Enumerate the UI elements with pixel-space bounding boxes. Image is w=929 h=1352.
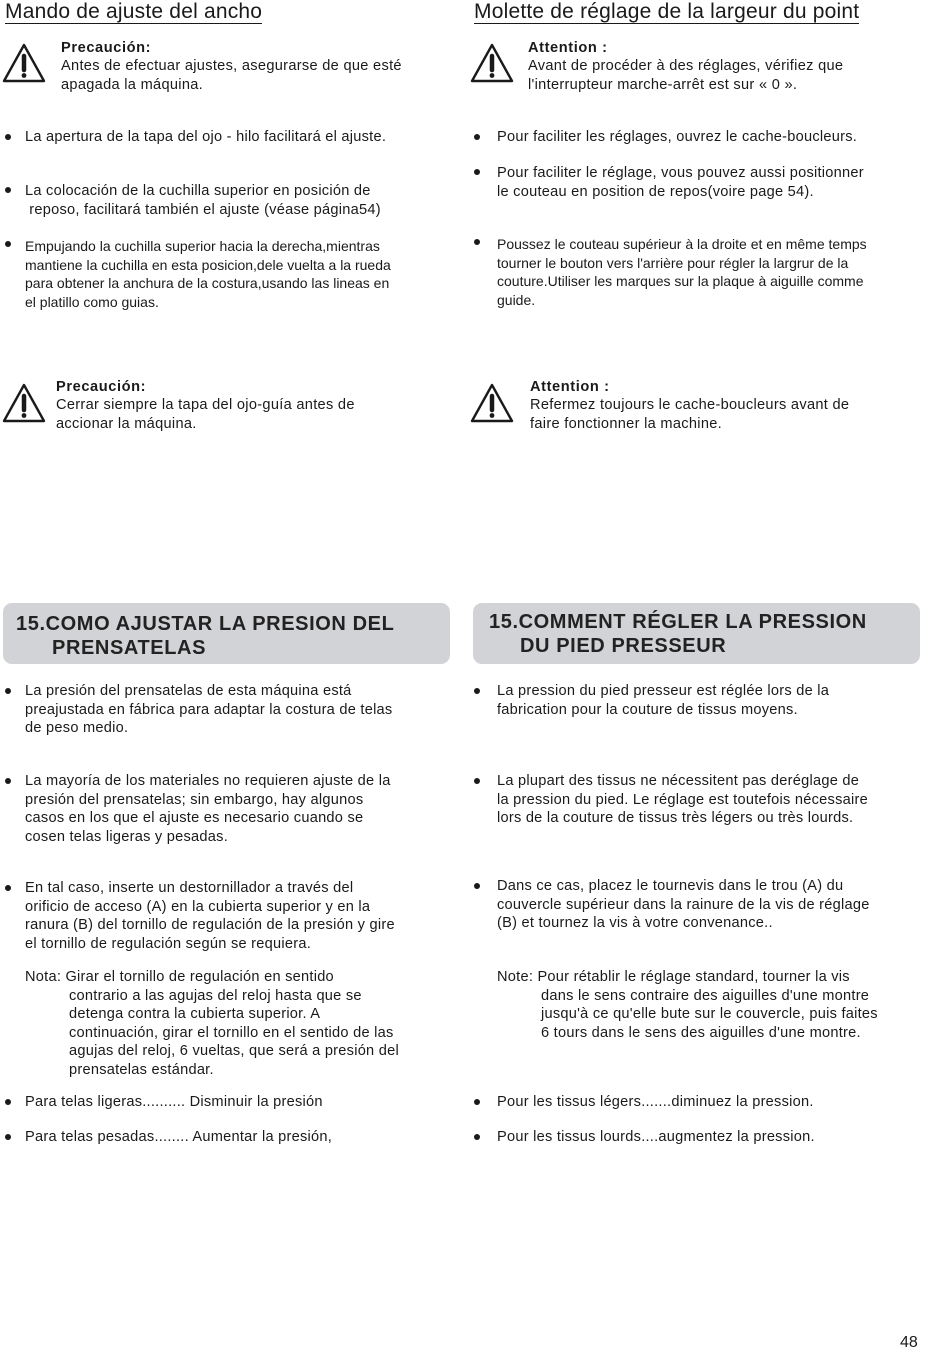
right-section-title: Molette de réglage de la largeur du point	[474, 0, 860, 23]
left-top-bullet-1	[25, 128, 386, 147]
text-line: La plupart des tissus ne nécessitent pas deréglage de	[497, 773, 860, 789]
left-bottom-bullet-1	[25, 682, 392, 738]
text-line: Pour rétablir le réglage standard, tourner la vis	[537, 969, 850, 985]
right-caution-2	[530, 378, 925, 433]
left-caution-1	[61, 39, 461, 94]
text-line: fabrication pour la couture de tissus moyens.	[497, 701, 798, 718]
right-bottom-bullet-2	[497, 772, 868, 828]
section-heading-line: 15.COMMENT RÉGLER LA PRESSION	[489, 611, 867, 633]
bullet-icon	[5, 688, 11, 694]
text-line: de peso medio.	[25, 720, 129, 736]
text-line: cosen telas ligeras y pesadas.	[25, 828, 229, 845]
bullet-icon	[5, 241, 11, 247]
section-heading-line: 15.COMO AJUSTAR LA PRESION DEL	[16, 613, 395, 635]
text-line: couture.Utiliser les marques sur la plaque à aiguille comme	[497, 273, 864, 289]
text-line: La mayoría de los materiales no requieren ajuste de la	[25, 773, 391, 789]
warning-triangle-icon	[470, 43, 514, 83]
text-line: La colocación de la cuchilla superior en posición de	[25, 183, 371, 199]
left-section-heading	[16, 612, 394, 660]
text-line: prensatelas estándar.	[69, 1061, 214, 1078]
text-line: lors de la couture de tissus très légers ou très lourds.	[497, 810, 854, 826]
left-note	[25, 968, 399, 1079]
right-note	[497, 968, 878, 1042]
caution-heading: Precaución:	[56, 379, 147, 395]
text-line: Pour faciliter les réglages, ouvrez le cache-boucleurs.	[497, 129, 858, 145]
left-heavy-fabric: Para telas pesadas........ Aumentar la presión,	[25, 1129, 333, 1145]
warning-triangle-icon	[2, 383, 46, 423]
text-line: (B) et tournez la vis à votre convenance..	[497, 915, 773, 931]
text-line: tourner le bouton vers l'arrière pour régler la largrur de la	[497, 254, 849, 271]
caution-heading: Attention :	[530, 379, 610, 395]
left-light-fabric: Para telas ligeras.......... Disminuir la presión	[25, 1094, 323, 1110]
text-line: continuación, girar el tornillo en el sentido de las	[69, 1024, 394, 1041]
text-line: mantiene la cuchilla en esta posicion,dele vuelta a la rueda	[25, 256, 391, 273]
text-line: Poussez le couteau supérieur à la droite et en même temps	[497, 236, 867, 252]
text-line: ranura (B) del tornillo de regulación de la presión y gire	[25, 917, 395, 933]
text-line: Empujando la cuchilla superior hacia la derecha,mientras	[25, 238, 380, 254]
note-label: Nota:	[25, 969, 62, 985]
bullet-icon	[474, 778, 480, 784]
bullet-icon	[474, 169, 480, 175]
bullet-icon	[474, 1099, 480, 1105]
left-caution-2	[56, 378, 456, 433]
bullet-icon	[5, 1134, 11, 1140]
right-section-heading	[489, 610, 867, 658]
text-line: La pression du pied presseur est réglée lors de la	[497, 683, 830, 699]
text-line: el platillo como guias.	[25, 293, 159, 310]
text-line: agujas del reloj, 6 vueltas, que será a presión del	[69, 1043, 399, 1059]
text-line: jusqu'à ce qu'elle bute sur le couvercle, puis faites	[541, 1006, 878, 1022]
page-number: 48	[900, 1334, 918, 1351]
warning-triangle-icon	[470, 383, 514, 423]
left-section-title: Mando de ajuste del ancho	[5, 0, 263, 23]
note-label: Note:	[497, 969, 534, 985]
right-light-fabric: Pour les tissus légers.......diminuez la pression.	[497, 1094, 814, 1110]
bullet-icon	[474, 1134, 480, 1140]
bullet-icon	[474, 134, 480, 140]
right-bottom-bullet-1	[497, 682, 829, 719]
text-line: casos en los que el ajuste es necesario cuando se	[25, 810, 364, 826]
caution-line: l'interrupteur marche-arrêt est sur « 0 ».	[528, 76, 798, 93]
bullet-icon	[5, 187, 11, 193]
left-top-bullet-3	[25, 237, 391, 311]
text-line: la pression du pied. Le réglage est toutefois nécessaire	[497, 791, 868, 808]
text-line: La apertura de la tapa del ojo - hilo facilitará el ajuste.	[25, 129, 387, 145]
text-line: el tornillo de regulación según se requiera.	[25, 935, 312, 952]
bullet-icon	[474, 239, 480, 245]
right-top-bullet-3	[497, 235, 867, 309]
caution-line: Cerrar siempre la tapa del ojo-guía antes de	[56, 397, 355, 413]
right-caution-1	[528, 39, 928, 94]
text-line: En tal caso, inserte un destornillador a través del	[25, 880, 354, 896]
right-heavy-fabric: Pour les tissus lourds....augmentez la pression.	[497, 1129, 815, 1145]
text-line: orificio de acceso (A) en la cubierta superior y en la	[25, 898, 371, 915]
text-line: detenga contra la cubierta superior. A	[69, 1006, 321, 1022]
bullet-icon	[474, 688, 480, 694]
caution-line: Refermez toujours le cache-boucleurs avant de	[530, 397, 850, 413]
right-bottom-bullet-3	[497, 877, 870, 933]
right-top-bullet-1	[497, 128, 857, 147]
text-line: Dans ce cas, placez le tournevis dans le trou (A) du	[497, 878, 844, 894]
bullet-icon	[5, 885, 11, 891]
left-top-bullet-2	[25, 182, 381, 219]
text-line: preajustada en fábrica para adaptar la costura de telas	[25, 701, 393, 718]
bullet-icon	[5, 134, 11, 140]
text-line: La presión del prensatelas de esta máquina está	[25, 683, 352, 699]
bullet-icon	[5, 1099, 11, 1105]
text-line: 6 tours dans le sens des aiguilles d'une montre.	[541, 1024, 861, 1041]
warning-triangle-icon	[2, 43, 46, 83]
caution-heading: Attention :	[528, 40, 608, 56]
text-line: le couteau en position de repos(voire page 54).	[497, 183, 814, 200]
section-heading-line: DU PIED PRESSEUR	[520, 635, 727, 657]
left-bottom-bullet-3	[25, 879, 395, 953]
caution-line: apagada la máquina.	[61, 76, 204, 93]
bullet-icon	[474, 883, 480, 889]
text-line: guide.	[497, 291, 536, 308]
text-line: presión del prensatelas; sin embargo, hay algunos	[25, 791, 364, 808]
bullet-icon	[5, 778, 11, 784]
text-line: Pour faciliter le réglage, vous pouvez aussi positionner	[497, 165, 864, 181]
text-line: reposo, facilitará también el ajuste (véase página54)	[25, 201, 381, 218]
text-line: Girar el tornillo de regulación en sentido	[65, 969, 334, 985]
text-line: couvercle supérieur dans la rainure de la vis de réglage	[497, 896, 870, 913]
text-line: contrario a las agujas del reloj hasta que se	[69, 987, 362, 1004]
caution-line: accionar la máquina.	[56, 415, 197, 432]
text-line: para obtener la anchura de la costura,usando las lineas en	[25, 275, 390, 291]
right-top-bullet-2	[497, 164, 864, 201]
caution-line: Antes de efectuar ajustes, asegurarse de que esté	[61, 58, 402, 74]
section-heading-line: PRENSATELAS	[52, 637, 207, 659]
caution-heading: Precaución:	[61, 40, 152, 56]
caution-line: Avant de procéder à des réglages, vérifiez que	[528, 58, 844, 74]
text-line: dans le sens contraire des aiguilles d'une montre	[541, 987, 870, 1004]
caution-line: faire fonctionner la machine.	[530, 415, 723, 432]
left-bottom-bullet-2	[25, 772, 391, 846]
